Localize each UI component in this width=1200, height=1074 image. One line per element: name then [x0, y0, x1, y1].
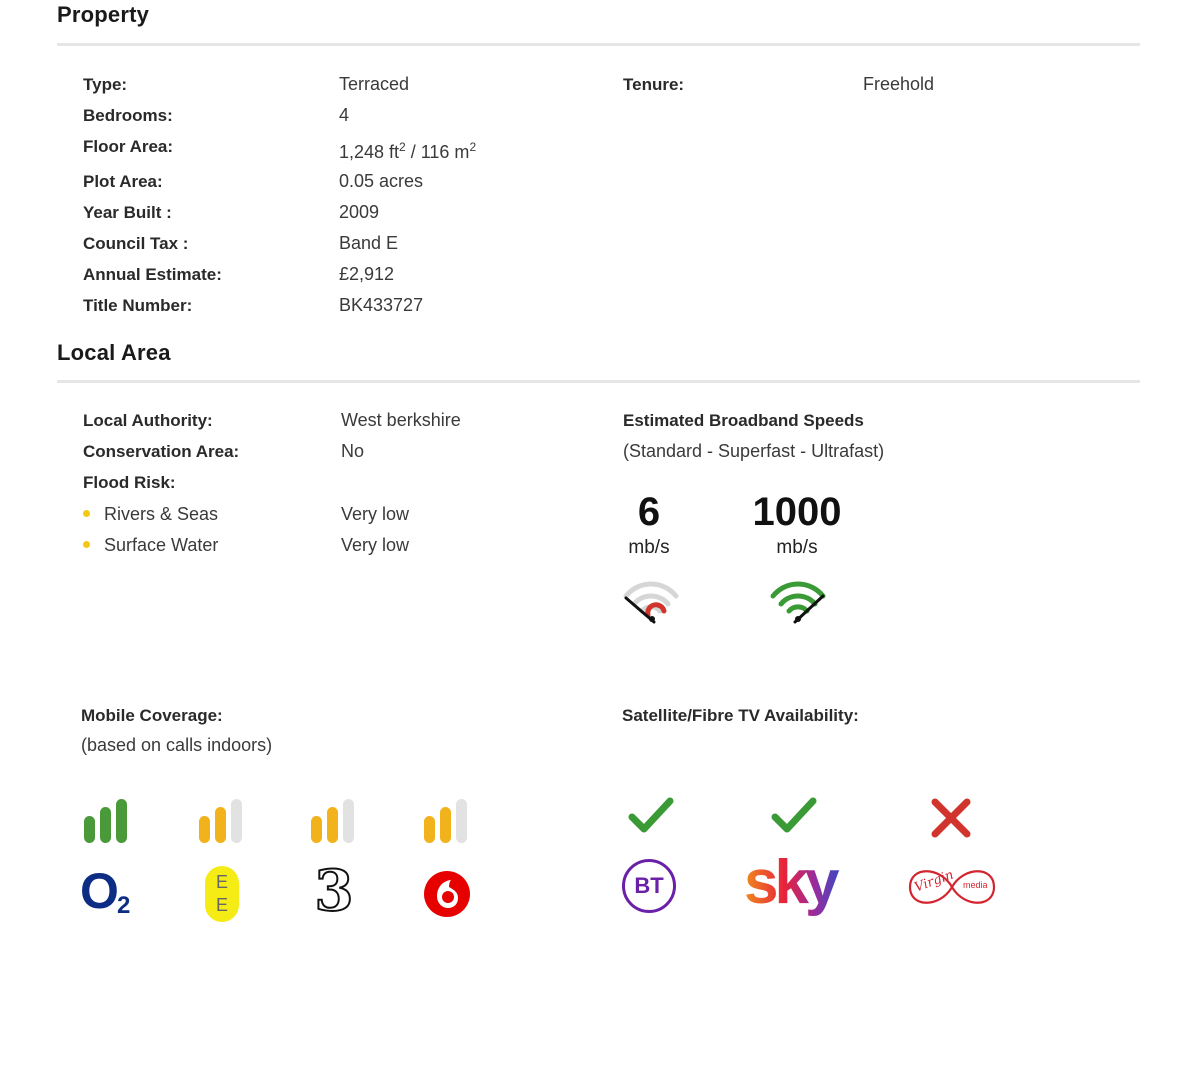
mobile-coverage-title: Mobile Coverage:	[81, 706, 223, 725]
flood-item-surface	[83, 535, 218, 556]
label-council-tax: Council Tax :	[83, 234, 189, 253]
speed-gauge-low-icon	[620, 578, 682, 628]
signal-bars-three-icon	[309, 798, 359, 844]
sky-logo-icon: sky	[744, 848, 844, 918]
ee-logo-letter: E	[215, 872, 228, 892]
virgin-media-logo-icon	[906, 860, 998, 914]
ee-logo-icon	[205, 866, 239, 922]
broadband-speed-standard: 6	[637, 490, 661, 534]
floor-area-ft: 1,248 ft	[339, 142, 400, 162]
value-type: Terraced	[339, 74, 410, 94]
broadband-subtitle: (Standard - Superfast - Ultrafast)	[623, 441, 885, 461]
label-conservation-area: Conservation Area:	[83, 442, 240, 461]
label-year-built: Year Built :	[83, 203, 172, 222]
bt-logo-icon	[622, 859, 676, 913]
signal-bars-vodafone-icon	[422, 798, 472, 844]
check-icon	[771, 797, 817, 835]
floor-area-m: / 116 m	[405, 142, 470, 162]
ee-logo-letter: E	[215, 895, 228, 915]
flood-item-label: Rivers & Seas	[104, 504, 219, 524]
value-conservation-area: No	[341, 441, 365, 461]
bt-logo-text: BT	[634, 873, 664, 898]
value-local-authority: West berkshire	[341, 410, 461, 430]
label-type: Type:	[83, 75, 128, 94]
o2-logo-text: O	[80, 863, 119, 919]
floor-area-sup: 2	[469, 140, 477, 154]
value-plot-area: 0.05 acres	[339, 171, 424, 191]
virgin-logo-text: Virgin	[912, 867, 956, 896]
label-title-number: Title Number:	[83, 296, 193, 315]
flood-value-surface: Very low	[341, 535, 410, 555]
virgin-media-sub-text: media	[963, 880, 988, 890]
value-title-number: BK433727	[339, 295, 424, 315]
tv-availability-title: Satellite/Fibre TV Availability:	[622, 706, 859, 725]
floor-area-sup: 2	[399, 140, 406, 154]
section-title-local-area: Local Area	[57, 340, 171, 365]
flood-value-rivers: Very low	[341, 504, 410, 524]
label-bedrooms: Bedrooms:	[83, 106, 173, 125]
o2-logo-sub: 2	[117, 892, 131, 919]
value-bedrooms: 4	[339, 105, 350, 125]
label-flood-risk: Flood Risk:	[83, 473, 176, 492]
section-divider	[57, 380, 1140, 383]
o2-logo-icon	[80, 862, 140, 922]
label-plot-area: Plot Area:	[83, 172, 163, 191]
value-tenure: Freehold	[863, 74, 935, 94]
label-local-authority: Local Authority:	[83, 411, 213, 430]
broadband-speed-ultrafast: 1000	[752, 490, 842, 534]
value-annual-estimate: £2,912	[339, 264, 395, 284]
broadband-unit-ultrafast: mb/s	[776, 537, 818, 558]
check-icon	[628, 797, 674, 835]
three-logo-icon: 3	[314, 858, 354, 924]
bullet-icon	[83, 510, 90, 517]
flood-item-label: Surface Water	[104, 535, 219, 555]
label-floor-area: Floor Area:	[83, 137, 174, 156]
label-annual-estimate: Annual Estimate:	[83, 265, 222, 284]
mobile-coverage-subtitle: (based on calls indoors)	[81, 735, 273, 755]
bullet-icon	[83, 541, 90, 548]
signal-bars-o2-icon	[82, 798, 132, 844]
value-council-tax: Band E	[339, 233, 399, 253]
value-floor-area	[339, 140, 476, 163]
section-title-property: Property	[57, 2, 150, 27]
flood-item-rivers	[83, 504, 218, 525]
signal-bars-ee-icon	[197, 798, 247, 844]
broadband-unit-standard: mb/s	[628, 537, 670, 558]
vodafone-logo-icon	[422, 869, 472, 919]
broadband-title: Estimated Broadband Speeds	[623, 411, 864, 430]
label-tenure: Tenure:	[623, 75, 685, 94]
cross-icon	[930, 797, 972, 839]
value-year-built: 2009	[339, 202, 380, 222]
speed-gauge-high-icon	[767, 578, 829, 628]
section-divider	[57, 43, 1140, 46]
